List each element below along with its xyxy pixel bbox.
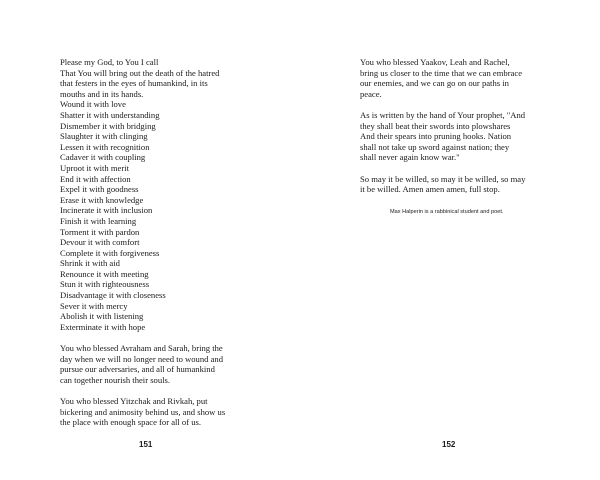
paragraph-line: bickering and animosity behind us, and show us (60, 406, 226, 417)
paragraph-line: You who blessed Yitzchak and Rivkah, put (60, 396, 208, 406)
paragraph-line: You who blessed Yaakov, Leah and Rachel, (360, 57, 510, 67)
page-number-left: 151 (139, 440, 153, 449)
paragraph-line: bring us closer to the time that we can embrace (360, 67, 523, 78)
paragraph-prophet-quote (360, 110, 555, 163)
paragraph-line: the place with enough space for all of us. (60, 417, 202, 428)
paragraph-line: they shall beat their swords into plowshares (360, 120, 511, 131)
right-page (300, 0, 600, 480)
paragraph-line: it be willed. Amen amen amen, full stop. (360, 184, 500, 195)
poem-line: Stun it with righteousness (60, 279, 150, 290)
poem-line: that festers in the eyes of humankind, in its (60, 78, 208, 89)
paragraph-yaakov-leah-rachel (360, 57, 555, 99)
right-text-column (360, 57, 555, 205)
paragraph-line: pursue our adversaries, and all of humankind (60, 364, 215, 375)
poem-line: Renounce it with meeting (60, 268, 149, 279)
paragraph-line: You who blessed Avraham and Sarah, bring the (60, 343, 223, 354)
paragraph-line: shall never again know war." (360, 152, 460, 163)
poem-line: That You will bring out the death of the hatred (60, 67, 220, 78)
poem-line: Expel it with goodness (60, 184, 139, 195)
paragraph-amen (360, 174, 555, 195)
poem-line: End it with affection (60, 173, 131, 184)
poem-line: Uproot it with merit (60, 162, 129, 173)
paragraph-line: day when we will no longer need to wound and (60, 353, 224, 364)
poem-line: Abolish it with listening (60, 311, 144, 322)
poem-line: Exterminate it with hope (60, 321, 146, 332)
poem-line: Erase it with knowledge (60, 194, 144, 205)
poem-line: Shrink it with aid (60, 258, 120, 269)
poem-line: Torment it with pardon (60, 226, 140, 237)
poem-line: Devour it with comfort (60, 237, 140, 248)
page-number-right: 152 (442, 440, 456, 449)
poem-line: Please my God, to You I call (60, 57, 159, 67)
paragraph-line: our enemies, and we can go on our paths in (360, 78, 509, 89)
paragraph-line: So may it be willed, so may it be willed, so may (360, 173, 526, 184)
poem-line: mouths and in its hands. (60, 88, 144, 99)
poem-line: Finish it with learning (60, 215, 137, 226)
poem-stanza (60, 57, 250, 332)
left-text-column (60, 57, 250, 438)
paragraph-avraham-sarah (60, 343, 250, 385)
author-note: Max Halperin is a rabbinical student and poet. (390, 209, 504, 215)
poem-line: Cadaver it with coupling (60, 152, 146, 163)
poem-line: Lessen it with recognition (60, 141, 150, 152)
paragraph-line: shall not take up sword against nation; they (360, 141, 510, 152)
poem-line: Incinerate it with inclusion (60, 205, 153, 216)
paragraph-line: peace. (360, 88, 382, 99)
poem-line: Complete it with forgiveness (60, 247, 160, 258)
paragraph-line: can together nourish their souls. (60, 374, 171, 385)
paragraph-yitzchak-rivkah (60, 396, 250, 428)
poem-line: Sever it with mercy (60, 300, 128, 311)
poem-line: Wound it with love (60, 99, 126, 110)
poem-line: Shatter it with understanding (60, 109, 160, 120)
poem-line: Disadvantage it with closeness (60, 290, 166, 301)
poem-line: Slaughter it with clinging (60, 131, 148, 142)
paragraph-line: As is written by the hand of Your prophet, "And (360, 109, 526, 120)
paragraph-line: And their spears into pruning hooks. Nation (360, 131, 512, 142)
poem-line: Dismember it with bridging (60, 120, 156, 131)
